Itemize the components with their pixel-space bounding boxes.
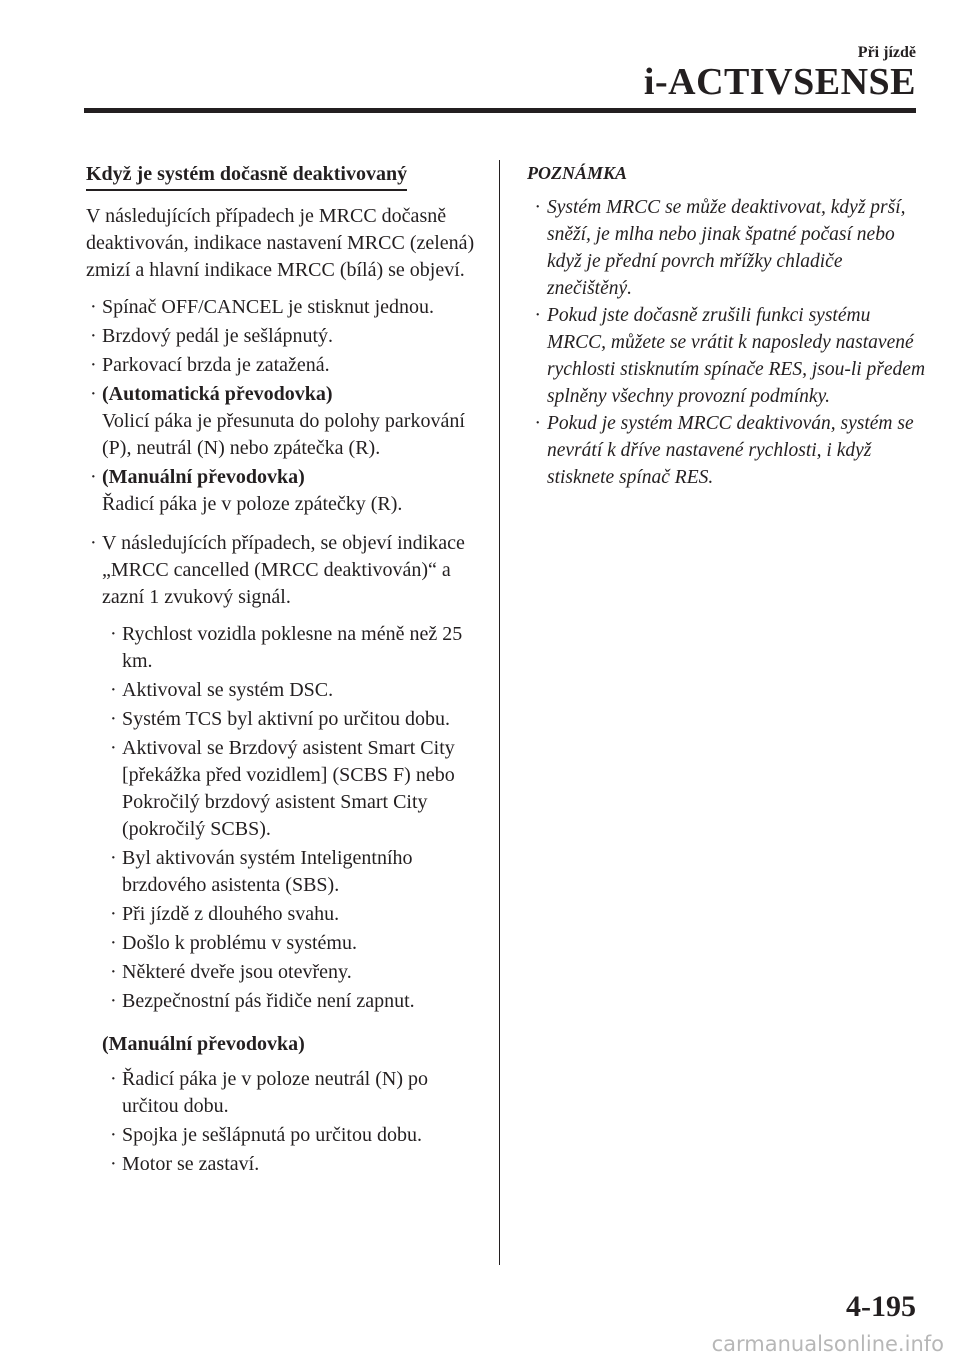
list-item-automatic: · (Automatická převodovka) Volicí páka je přesunuta do polohy parkování (P), neutrál (N) nebo zpátečka (R). (90, 383, 465, 459)
deactivation-list (86, 294, 481, 518)
automatic-heading: (Automatická převodovka) (102, 383, 333, 405)
note-item: · Systém MRCC se může deaktivovat, když prší, sněží, je mlha nebo jinak špatné počasí nebo když je přední povrch mřížky chladiče znečištěný. (535, 197, 906, 299)
intro-paragraph: V následujících případech je MRCC dočasně deaktivován, indikace nastavení MRCC (zelená) zmizí a hlavní indikace MRCC (bílá) se objeví. (86, 205, 475, 281)
watermark: carmanualsonline.info (711, 1332, 944, 1356)
list-item: · Aktivoval se systém DSC. (110, 679, 334, 701)
list-item: · Při jízdě z dlouhého svahu. (110, 903, 340, 925)
header-section: Při jízdě (857, 44, 916, 61)
list-item: · Brzdový pedál je sešlápnutý. (90, 325, 334, 347)
section-title: Když je systém dočasně deaktivovaný (86, 160, 407, 191)
list-item: · Systém TCS byl aktivní po určitou dobu. (110, 708, 450, 730)
cancel-list (86, 530, 481, 1178)
page-number: 4-195 (846, 1290, 916, 1323)
note-item: · Pokud je systém MRCC deaktivován, systém se nevrátí k dříve nastavené rychlosti, i když stisknete spínač RES. (535, 413, 914, 488)
list-item: · Řadicí páka je v poloze neutrál (N) po určitou dobu. (110, 1068, 428, 1117)
list-item: · Parkovací brzda je zatažená. (90, 354, 330, 376)
left-column (86, 160, 481, 1180)
header-rule (84, 108, 916, 113)
list-item: · Motor se zastaví. (110, 1153, 260, 1175)
list-item: · Aktivoval se Brzdový asistent Smart City [překážka před vozidlem] (SCBS F) nebo Pokročilý brzdový asistent Smart City (pokročilý SCBS). (110, 737, 455, 840)
cancel-conditions (102, 621, 481, 1015)
manual-heading-2: (Manuální převodovka) (102, 1033, 305, 1055)
note-box (527, 160, 927, 491)
note-title: POZNÁMKA (527, 163, 628, 183)
list-item: · Byl aktivován systém Inteligentního brzdového asistenta (SBS). (110, 847, 413, 896)
list-item: · Došlo k problému v systému. (110, 932, 357, 954)
note-item: · Pokud jste dočasně zrušili funkci systému MRCC, můžete se vrátit k naposledy nastavené rychlosti stisknutím spínače RES, jsou-li předem splněny všechny provozní podmínky. (535, 305, 926, 407)
list-item: · Spínač OFF/CANCEL je stisknut jednou. (90, 296, 435, 318)
list-item: · Některé dveře jsou otevřeny. (110, 961, 352, 983)
list-item: · Rychlost vozidla poklesne na méně než 25 km. (110, 623, 463, 672)
cancel-intro: · V následujících případech, se objeví indikace „MRCC cancelled (MRCC deaktivován)“ a zazní 1 zvukový signál. · Rychlost vozidla poklesne na méně než 25 km. · Aktivoval se systém DSC. · Systém TCS byl aktivní po určitou dobu. · Aktivoval se Brzdový asistent Smart City [překážka před vozidlem] (SCBS F) nebo Pokročilý brzdový asistent Smart City (pokročilý SCBS). · Byl aktivován systém Inteligentního brzdového asistenta (SBS). · Při jízdě z dlouhého svahu. · Došlo k problému v systému. · Některé dveře jsou otevřeny. · Bezpečnostní pás řidiče není zapnut. (Manuální převodovka) · Řadicí páka je v poloze neutrál (N) po určitou dobu. · Spojka je sešlápnutá po určitou dobu. · Motor se zastaví. (102, 530, 481, 1178)
header-chapter: i-ACTIVSENSE (643, 61, 916, 103)
manual-heading: (Manuální převodovka) (102, 466, 305, 488)
column-divider (499, 160, 500, 1265)
list-item-manual: · (Manuální převodovka) Řadicí páka je v poloze zpátečky (R). (90, 466, 403, 515)
list-item: · Bezpečnostní pás řidiče není zapnut. (110, 990, 415, 1012)
note-list (527, 194, 927, 491)
manual-conditions (102, 1066, 481, 1178)
list-item: · Spojka je sešlápnutá po určitou dobu. (110, 1124, 422, 1146)
